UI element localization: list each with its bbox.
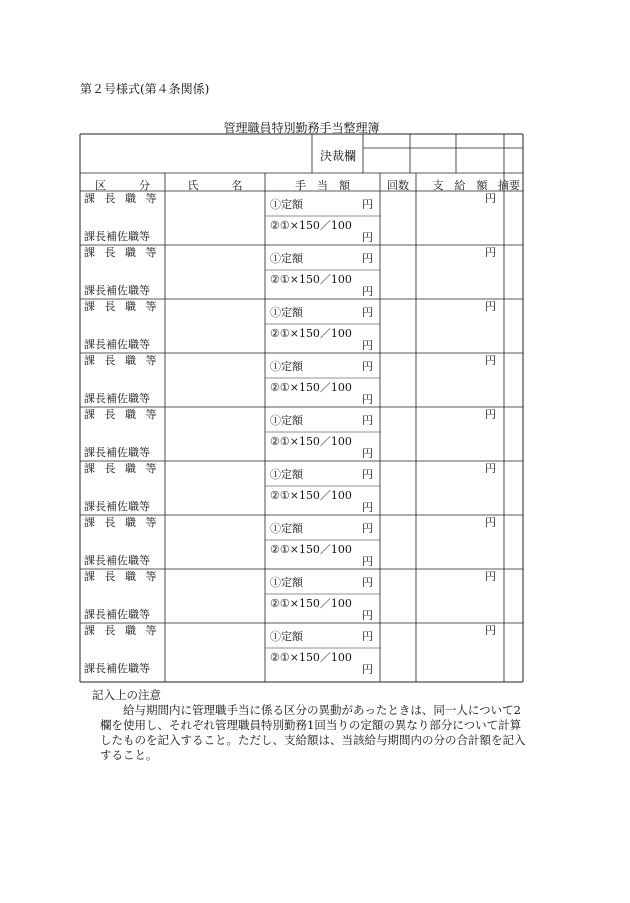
category-top-label: 課 長 職 等	[84, 408, 160, 421]
payment-yen: 円	[485, 624, 496, 637]
fixed-amount-label: ①定額	[270, 306, 303, 319]
payment-yen: 円	[485, 354, 496, 367]
category-top-label: 課 長 職 等	[84, 624, 160, 637]
category-bottom-label: 課長補佐職等	[84, 284, 150, 297]
formula-yen: 円	[362, 393, 373, 406]
formula-yen: 円	[362, 609, 373, 622]
formula-yen: 円	[362, 501, 373, 514]
formula-label: ②①×150／100	[270, 597, 352, 610]
payment-yen: 円	[485, 192, 496, 205]
fixed-amount-label: ①定額	[270, 360, 303, 373]
payment-yen: 円	[485, 300, 496, 313]
header-allowance: 手 当 額	[295, 179, 350, 192]
formula-yen: 円	[362, 663, 373, 676]
form-number: 第２号様式(第４条関係)	[80, 82, 210, 96]
formula-label: ②①×150／100	[270, 327, 352, 340]
category-top-label: 課 長 職 等	[84, 516, 160, 529]
formula-label: ②①×150／100	[270, 273, 352, 286]
fixed-amount-yen: 円	[362, 414, 373, 427]
formula-label: ②①×150／100	[270, 651, 352, 664]
fixed-amount-yen: 円	[362, 630, 373, 643]
category-top-label: 課 長 職 等	[84, 570, 160, 583]
fixed-amount-label: ①定額	[270, 468, 303, 481]
formula-yen: 円	[362, 447, 373, 460]
header-count: 回数	[387, 179, 409, 192]
fixed-amount-yen: 円	[362, 252, 373, 265]
fixed-amount-label: ①定額	[270, 630, 303, 643]
category-bottom-label: 課長補佐職等	[84, 392, 150, 405]
category-top-label: 課 長 職 等	[84, 354, 160, 367]
fixed-amount-yen: 円	[362, 522, 373, 535]
category-bottom-label: 課長補佐職等	[84, 608, 150, 621]
header-payment: 支 給 額	[432, 179, 488, 192]
payment-yen: 円	[485, 570, 496, 583]
fixed-amount-yen: 円	[362, 306, 373, 319]
document-title: 管理職員特別勤務手当整理簿	[223, 121, 380, 135]
fixed-amount-yen: 円	[362, 576, 373, 589]
formula-yen: 円	[362, 339, 373, 352]
fixed-amount-label: ①定額	[270, 576, 303, 589]
notes-section	[92, 688, 532, 763]
ledger-table	[80, 134, 523, 682]
notes-heading: 記入上の注意	[92, 688, 161, 702]
approval-label: 決裁欄	[320, 149, 357, 163]
category-top-label: 課 長 職 等	[84, 300, 160, 313]
notes-body: 給与期間内に管理職手当に係る区分の異動があったときは、同一人について2欄を使用し、それぞれ管理職員特別勤務1回当りの定額の異なり部分について計算したものを記入すること。ただし、支給額は、当該給与期間内の分の合計額を記入すること。	[100, 703, 526, 762]
category-top-label: 課 長 職 等	[84, 192, 160, 205]
category-bottom-label: 課長補佐職等	[84, 662, 150, 675]
header-remarks: 摘要	[498, 179, 520, 192]
formula-label: ②①×150／100	[270, 219, 352, 232]
payment-yen: 円	[485, 246, 496, 259]
formula-yen: 円	[362, 555, 373, 568]
category-top-label: 課 長 職 等	[84, 462, 160, 475]
payment-yen: 円	[485, 408, 496, 421]
category-top-label: 課 長 職 等	[84, 246, 160, 259]
formula-yen: 円	[362, 285, 373, 298]
fixed-amount-label: ①定額	[270, 522, 303, 535]
formula-label: ②①×150／100	[270, 435, 352, 448]
fixed-amount-yen: 円	[362, 468, 373, 481]
category-bottom-label: 課長補佐職等	[84, 500, 150, 513]
category-bottom-label: 課長補佐職等	[84, 446, 150, 459]
fixed-amount-label: ①定額	[270, 414, 303, 427]
formula-yen: 円	[362, 231, 373, 244]
formula-label: ②①×150／100	[270, 489, 352, 502]
category-bottom-label: 課長補佐職等	[84, 230, 150, 243]
payment-yen: 円	[485, 516, 496, 529]
formula-label: ②①×150／100	[270, 381, 352, 394]
formula-label: ②①×150／100	[270, 543, 352, 556]
fixed-amount-yen: 円	[362, 198, 373, 211]
header-category: 区 分	[95, 179, 150, 192]
fixed-amount-label: ①定額	[270, 198, 303, 211]
fixed-amount-label: ①定額	[270, 252, 303, 265]
category-bottom-label: 課長補佐職等	[84, 338, 150, 351]
payment-yen: 円	[485, 462, 496, 475]
category-bottom-label: 課長補佐職等	[84, 554, 150, 567]
fixed-amount-yen: 円	[362, 360, 373, 373]
header-name: 氏 名	[187, 179, 243, 192]
